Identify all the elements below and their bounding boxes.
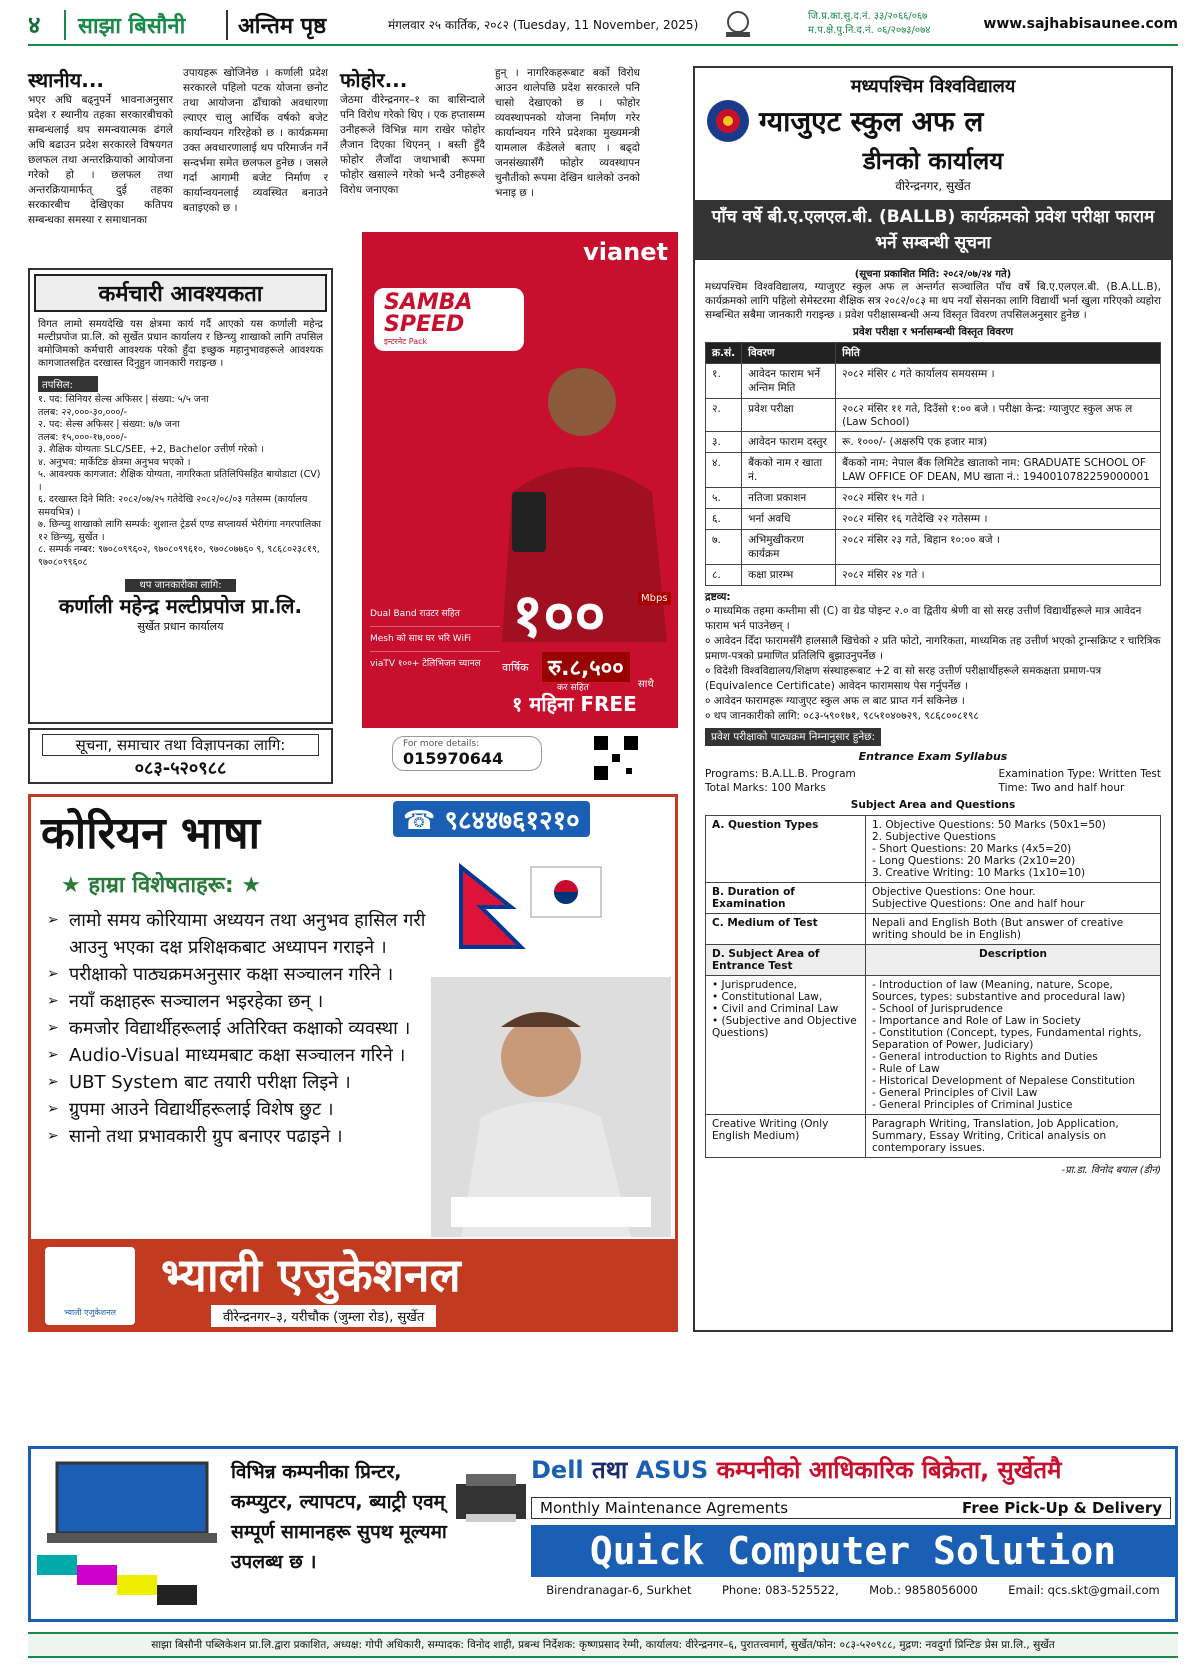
school-name: भ्याली एजुकेशनल xyxy=(161,1248,461,1302)
question-type: 2. Subjective Questions xyxy=(872,831,996,843)
table-row xyxy=(706,565,1161,586)
paper-name: साझा बिसौनी xyxy=(78,14,186,39)
features-list xyxy=(49,907,429,1150)
note-item: ० विदेशी विश्वविद्यालय/शिक्षण संस्थाहरूबाट +2 वा सो सरह उत्तीर्ण परीक्षार्थीहरूले समकक्षता प्रमाण-पत्र (Equivalence Certificate) आवेदन फारामसाथ पेस गर्नुपर्नेछ । xyxy=(705,665,1102,692)
publish-date: (सूचना प्रकाशित मिति: २०८२/०७/२४ गते) xyxy=(854,269,1012,280)
school-banner xyxy=(31,1239,678,1332)
feature-list: Dual Band राउटर सहित Mesh को साथ घर भरि WiFi viaTV १००+ टेलिभिजन च्यानल xyxy=(370,602,500,676)
note-item: ० आवेदन दिँदा फारामसँगै हालसालै खिचेको २ प्रति फोटो, नागरिकता, माध्यमिक तह उत्तीर्ण भएको ट्रान्सक्रिप्ट र चारित्रिक प्रमाण-पत्रको प्रमाणित प्रतिलिपि बुझाउनुपर्नेछ । xyxy=(705,635,1161,662)
shop-name: Quick Computer Solution xyxy=(531,1525,1175,1577)
garbage-news xyxy=(340,66,640,223)
vacancy-details xyxy=(30,394,331,569)
student-photo xyxy=(431,977,671,1237)
vat-label: कर सहित xyxy=(557,683,589,693)
dealer-line: Dell तथा ASUS कम्पनीको आधिकारिक बिक्रेता, सुर्खेतमै xyxy=(531,1456,1062,1484)
table-row xyxy=(706,432,1161,453)
vianet-phone[interactable]: 015970644 xyxy=(403,749,504,768)
topic-item: - Constitution (Concept, types, Fundamental rights, Separation of Power, Judiciary) xyxy=(872,1027,1142,1051)
imprint-footer: साझा बिसौनी पब्लिकेशन प्रा.लि.द्वारा प्रकाशित, अध्यक्ष: गोपी अधिकारी, सम्पादक: विनोद शाही, प्रबन्ध निर्देशक: कृष्णप्रसाद रेग्मी, कार्यालय: वीरेन्द्रनगर–६, पुरातत्त्वमार्ग, सुर्खेत/फोन: ०८३-५२०९८८, मुद्रण: नवदुर्गा प्रिन्टिङ प्रेस प्रा.लि., सुर्खेत xyxy=(28,1632,1178,1658)
table-row xyxy=(706,509,1161,530)
company-name: कर्णाली महेन्द्र मल्टीप्रपोज प्रा.लि. xyxy=(58,594,303,618)
table-cell: २०८२ मंसिर ११ गते, दिउँसो १:०० बजे । परीक्षा केन्द्र: ग्याजुएट स्कुल अफ ल (Law School) xyxy=(836,399,1161,432)
table-cell: कक्षा प्रारम्भ xyxy=(742,565,836,586)
free-offer: १ महिना FREE xyxy=(512,692,637,716)
email-link[interactable]: Email: qcs.skt@gmail.com xyxy=(1008,1583,1160,1597)
qr-code-icon xyxy=(592,734,640,782)
news-title: फोहोर... xyxy=(340,68,408,92)
university-logo-icon xyxy=(705,98,751,144)
topic-item: - General introduction to Rights and Duties xyxy=(872,1051,1098,1063)
table-row xyxy=(706,453,1161,488)
feature-item: ➢ लामो समय कोरियामा अध्ययन तथा अनुभव हासिल गरी आउनु भएका दक्ष प्रशिक्षकबाट अध्यापन गराइने । xyxy=(69,907,429,961)
table-row xyxy=(706,488,1161,509)
table-cell: आवेदन फाराम दस्तुर xyxy=(742,432,836,453)
table-cell: १. xyxy=(706,364,742,399)
table-row xyxy=(706,364,1161,399)
topic-item: - Historical Development of Nepalese Constitution xyxy=(872,1075,1135,1087)
vacancy-row: ७. छिन्च्यु शाखाको लागि सम्पर्क: शुशान्त ट्रेडर्स एण्ड सप्लायर्स भेरीगंगा नगरपालिका १२ छिन्च्यु, सुर्खेत । xyxy=(38,519,321,543)
news-body: भएर अघि बढ्नुपर्ने भावनाअनुसार प्रदेश र स्थानीय तहका सरकारबीचको सम्बन्धलाई थप समन्वयात्मक ढंगले अघि बढाउन प्रदेश सरकारले विषयगत छलफल तथा अन्तरक्रियाको आयोजना गरेको हो । छलफल तथा अन्तरक्रियामार्फत् दुई तहका सरकारबीच देखिएका कतिपय सम्बन्धका समस्या र समाधानका xyxy=(28,94,173,226)
school-title: ग्याजुएट स्कुल अफ ल xyxy=(759,105,984,138)
masthead xyxy=(28,8,1178,46)
company-office: सुर्खेत प्रधान कार्यालय xyxy=(137,620,224,633)
notes-title: द्रष्टव्य: xyxy=(705,591,731,603)
feature-item: ➢ ग्रुपमा आउने विद्यार्थीहरूलाई विशेष छुट । xyxy=(69,1096,429,1123)
vacancy-row: ६. दरखास्त दिने मिति: २०८२/०७/२५ गतेदेखि २०८२/०८/०३ गतेसम्म (कार्यालय समयभित्र) । xyxy=(38,494,308,518)
emblem-icon xyxy=(718,8,758,40)
contact-label: सूचना, समाचार तथा विज्ञापनका लागि: xyxy=(42,734,319,756)
vianet-logo: vianet xyxy=(583,238,668,266)
local-news xyxy=(28,66,328,253)
question-type: - Short Questions: 20 Marks (4x5=20) xyxy=(872,843,1072,855)
table-cell: अभिमुखीकरण कार्यक्रम xyxy=(742,530,836,565)
table-cell: नतिजा प्रकाशन xyxy=(742,488,836,509)
price: रु.८,५०० xyxy=(542,652,630,682)
saathe-label: साथै xyxy=(638,679,654,690)
table-cell: ५. xyxy=(706,488,742,509)
schedule-table xyxy=(705,342,1161,586)
topic-item: - Importance and Role of Law in Society xyxy=(872,1015,1081,1027)
korean-ad xyxy=(28,794,678,1332)
notice-intro: मध्यपश्चिम विश्वविद्यालय, ग्याजुएट स्कुल अफ ल अन्तर्गत सञ्चालित पाँच वर्षे बि.ए.एलएल.बी. (B.A.LL.B), कार्यक्रमको लागि पहिलो सेमेस्टरमा शैक्षिक सत्र २०८२/०८३ मा थप नयाँ सेसनका लागि विद्यार्थी भर्ना खुला गरिएको व्यहोरा सम्बन्धित सबैमा जानकारी गराइन्छ । प्रवेश परीक्षासम्बन्धी अन्य विस्तृत विवरण तपसिलअनुसार हुनेछ । xyxy=(705,281,1161,321)
syllabus-table: A. Question Types 1. Objective Questions: 50 Marks (50x1=50) 2. Subjective Questions - Short Questions: 20 Marks (4x5=20) - Long Questions: 20 Marks (2x10=20) 3. Creative Writing: 10 Marks (1x10=10) B. Duration of Examination Objective Questions: One hour. Subjective Questions: One and half hour C. Medium of Test Nepali and English Both (But answer of creative writing should be in English) D. Subject Area of Entrance Test Description • Jurisprudence, • Constitutional Law, • Civil and Criminal Law • (Subjective and Objective Questions) - Introduction of law (Meaning, nature, Scope, Sources, types: substantive and procedural law) - School of Jurisprudence - Importance and Role of Law in Society - Constitution (Concept, types, Fundamental rights, Separation of Power, Judiciary) - General introduction to Rights and Duties - Rule of Law - Historical Development of Nepalese Constitution - General Principles of Civil Law - General Principles of Criminal Justice Creative Writing (Only English Medium) Paragraph Writing, Translation, Job Application, Summary, Essay Writing, Critical analysis on contemporary issues. xyxy=(705,815,1161,1158)
university-name: मध्यपश्चिम विश्वविद्यालय xyxy=(850,76,1016,97)
website-link[interactable]: www.sajhabisaunee.com xyxy=(983,16,1178,32)
feature-item: ➢ Audio-Visual माध्यमबाट कक्षा सञ्चालन गरिने । xyxy=(69,1042,429,1069)
subject-title: Subject Area and Questions xyxy=(850,799,1016,811)
table-cell: २०८२ मंसिर २४ गते । xyxy=(836,565,1161,586)
vacancy-row: २. पद: सेल्स अफिसर | संख्या: ७/७ जना xyxy=(38,419,180,430)
subject-area: • (Subjective and Objective Questions) xyxy=(712,1015,857,1039)
news-body: हुन् । नागरिकहरूबाट बर्को विरोध आउन थालेपछि प्रदेश सरकारले पनि चासो देखाएको छ । फोहोर व्यवस्थापनको योजना निर्माण गरेर कार्यान्वयन गरिने प्रदेशका मुख्यमन्त्री यामलाल कँडेलले बताए । बढ्दो जनसंख्यासँगै फोहोर व्यवस्थापन चुनौतीको रूपमा देखिन थालेको उनको भनाइ छ । xyxy=(495,67,640,199)
registration: जि.प्र.का.सु.द.नं. ३३/२०६६/०६७ म.प.क्षे.पु.नि.द.नं. ०६/२०७३/०७४ xyxy=(808,11,931,36)
table-cell: बैंकको नाम र खाता नं. xyxy=(742,453,836,488)
vacancy-ad xyxy=(28,268,333,724)
vacancy-row: ३. शैक्षिक योग्यताः SLC/SEE, +2, Bachelor उत्तीर्ण गरेको । xyxy=(38,444,264,455)
news-body: उपायहरू खोजिनेछ । कर्णाली प्रदेश सरकारले पहिलो पटक योजना छनोट तथा आयोजना ढाँचाको अवधारणा ल्याएर चालु आर्थिक वर्षको बजेट कार्यान्वयन गरिरहेको छ । कार्यक्रममा उक्त अवधारणालाई थप परिमार्जन गर्ने सन्दर्भमा समेत छलफल हुनेछ । जसले गर्दा आगामी बजेट निर्माण र कार्यान्वयनलाई व्यवस्थित बनाउने बताइएको छ । xyxy=(183,67,328,214)
contact-box xyxy=(28,728,333,784)
table-row xyxy=(706,399,1161,432)
subject-area: • Civil and Criminal Law xyxy=(712,1003,839,1015)
table-header: विवरण xyxy=(742,343,836,364)
question-type: 1. Objective Questions: 50 Marks (50x1=50) xyxy=(872,819,1106,831)
table-cell: ७. xyxy=(706,530,742,565)
note-item: ० माध्यमिक तहमा कम्तीमा सी (C) वा ग्रेड पोइन्ट २.० वा द्वितीय श्रेणी वा सो सरह उत्तीर्ण विद्यार्थीहरूले मात्र आवेदन फाराम भर्न पाउनेछन् । xyxy=(705,605,1142,632)
page-number: ४ xyxy=(28,11,41,39)
subject-area: • Constitutional Law, xyxy=(712,991,823,1003)
question-type: 3. Creative Writing: 10 Marks (1x10=10) xyxy=(872,867,1086,879)
vacancy-row: तलब: १५,०००-१७,०००/- xyxy=(38,431,127,443)
subject-area: • Jurisprudence, xyxy=(712,979,797,991)
table-cell: २०८२ मंसिर २३ गते, बिहान १०:०० बजे । xyxy=(836,530,1161,565)
table-row xyxy=(706,530,1161,565)
dell-logo: Dell xyxy=(531,1456,584,1484)
feature-item: ➢ परीक्षाको पाठ्यक्रमअनुसार कक्षा सञ्चालन गरिने । xyxy=(69,961,429,988)
office-place: वीरेन्द्रनगर, सुर्खेत xyxy=(895,179,971,193)
vacancy-row: ५. आवश्यक कागजात: शैक्षिक योग्यता, नागरिकता प्रतिलिपिसहित बायोडाटा (CV) । xyxy=(38,469,321,493)
topic-item: - General Principles of Civil Law xyxy=(872,1087,1038,1099)
table-cell: २०८२ मंसिर १६ गतेदेखि २२ गतेसम्म । xyxy=(836,509,1161,530)
more-info-label: थप जानकारीका लागि: xyxy=(125,579,235,592)
table-cell: २. xyxy=(706,399,742,432)
table-cell: २०८२ मंसिर १५ गते । xyxy=(836,488,1161,509)
tapsil-label: तपसिल: xyxy=(38,376,98,392)
features-title: ★ हाम्रा विशेषताहरू: ★ xyxy=(61,873,262,898)
feature-item: ➢ UBT System बाट तयारी परीक्षा लिइने । xyxy=(69,1069,429,1096)
samba-badge: SAMBA SPEED इन्टरनेट Pack xyxy=(374,288,524,351)
speed-unit: Mbps xyxy=(638,592,671,605)
topic-item: - School of Jurisprudence xyxy=(872,1003,1003,1015)
topic-item: - Rule of Law xyxy=(872,1063,940,1075)
divider xyxy=(64,10,66,40)
duration-item: Subjective Questions: One and half hour xyxy=(872,898,1085,910)
vianet-contact: For more details: 015970644 xyxy=(392,736,542,771)
signature: -प्रा.डा. विनोद बयाल (डीन) xyxy=(1061,1165,1161,1176)
note-item: ० आवेदन फारामहरू ग्याजुएट स्कुल अफ ल बाट प्राप्त गर्न सकिनेछ । xyxy=(705,695,965,707)
law-notice xyxy=(693,66,1173,1332)
feature-item: ➢ नयाँ कक्षाहरू सञ्चालन भइरहेका छन् । xyxy=(69,988,429,1015)
vacancy-title: कर्मचारी आवश्यकता xyxy=(34,274,327,312)
korean-phone[interactable]: ☎ ९८४४७६१२१० xyxy=(393,801,590,837)
contact-phone[interactable]: ०८३-५२०९८८ xyxy=(134,758,227,779)
laptop-image xyxy=(37,1455,227,1617)
computer-ad xyxy=(28,1446,1178,1622)
syllabus-head: प्रवेश परीक्षाको पाठ्यक्रम निम्नानुसार हुनेछ: xyxy=(705,728,881,746)
table-cell: भर्ना अवधि xyxy=(742,509,836,530)
flags-image xyxy=(451,857,611,967)
phone-icon: ☎ xyxy=(403,806,445,836)
table-cell: ३. xyxy=(706,432,742,453)
table-cell: रू. १०००/- (अक्षरुपि एक हजार मात्र) xyxy=(836,432,1161,453)
products-text: विभिन्न कम्पनीका प्रिन्टर, कम्प्युटर, ल्यापटप, ब्याट्री एवम् सम्पूर्ण सामानहरू सुपथ मूल्यमा उपलब्ध छ । xyxy=(231,1461,447,1573)
vacancy-row: ४. अनुभव: मार्केटिङ क्षेत्रमा अनुभव भएको । xyxy=(38,456,191,468)
office-title: डीनको कार्यालय xyxy=(862,147,1004,175)
section-title: अन्तिम पृष्ठ xyxy=(238,14,327,39)
note-item: ० थप जानकारीको लागि: ०८३-५९०१७१, ९८५१०४०७२९, ९८६८००८१९८ xyxy=(705,710,979,722)
table-cell: ६. xyxy=(706,509,742,530)
divider xyxy=(226,10,228,40)
notes-list xyxy=(705,604,1161,724)
vacancy-intro: विगत लामो समयदेखि यस क्षेत्रमा कार्य गर्दै आएको यस कर्णाली महेन्द्र मल्टीप्रपोज प्रा.लि. को सुर्खेत प्रधान कार्यालय र छिन्च्यु शाखाको लागि तपसिल बमोजिमको कर्मचारी आवश्यक परेको हुँदा इच्छुक महानुभावहरूले आवश्यक कागजातसहित दरखास्त दिनुहुन जानकारी गराइन्छ । xyxy=(38,319,323,369)
service-line: Monthly Maintenance Agrements Free Pick-Up & Delivery xyxy=(531,1497,1171,1519)
topic-item: - General Principles of Criminal Justice xyxy=(872,1099,1073,1111)
vianet-footer xyxy=(362,728,678,788)
issue-date: मंगलवार २५ कार्तिक, २०८२ (Tuesday, 11 November, 2025) xyxy=(388,18,699,32)
school-logo: भ्याली एजुकेशनल xyxy=(45,1247,135,1325)
korean-title: कोरियन भाषा xyxy=(41,808,260,859)
topic-item: - Introduction of law (Meaning, nature, Scope, Sources, types: substantive and procedural law) xyxy=(872,979,1126,1003)
vianet-ad xyxy=(362,232,678,788)
table-header: क्र.सं. xyxy=(706,343,742,364)
table-cell: आवेदन फाराम भर्ने अन्तिम मिति xyxy=(742,364,836,399)
shop-contacts: Birendranagar-6, Surkhet Phone: 083-525522, Mob.: 9858056000 Email: qcs.skt@gmail.com xyxy=(546,1583,1160,1597)
asus-logo: ASUS xyxy=(635,1456,709,1484)
table-cell: ८. xyxy=(706,565,742,586)
printer-icon xyxy=(451,1469,531,1529)
table-header: मिति xyxy=(836,343,1161,364)
feature-item: ➢ कमजोर विद्यार्थीहरूलाई अतिरिक्त कक्षाको व्यवस्था । xyxy=(69,1015,429,1042)
duration-item: Objective Questions: One hour. xyxy=(872,886,1036,898)
table-cell: प्रवेश परीक्षा xyxy=(742,399,836,432)
news-title: स्थानीय... xyxy=(28,68,105,92)
table-cell: बैंकको नाम: नेपाल बैंक लिमिटेड खाताको नाम: GRADUATE SCHOOL OF LAW OFFICE OF DEAN, MU खाता नं.: 1940010782259000001 xyxy=(836,453,1161,488)
news-body: जेठमा वीरेन्द्रनगर–१ का बासिन्दाले पनि विरोध गरेको थिए । एक हप्तासम्म उनीहरूले विभिन्न माग राखेर फोहोर लैजान दिएका थिएनन् । बस्ती हुँदै फोहोर लैजाँदा जथाभाबी रूपमा फोहोर खसाल्ने गरेको भन्दै उनीहरूले विरोध जनाएका xyxy=(340,94,485,196)
feature-item: ➢ सानो तथा प्रभावकारी ग्रुप बनाएर पढाइने । xyxy=(69,1123,429,1150)
school-address: वीरेन्द्रनगर–३, यरीचौक (जुम्ला रोड), सुर्खेत xyxy=(211,1305,436,1327)
table-cell: ४. xyxy=(706,453,742,488)
vacancy-row: तलब: २२,०००-३०,०००/- xyxy=(38,406,127,418)
speed-value: १०० xyxy=(512,581,606,651)
vacancy-row: ८. सम्पर्क नम्बर: ९७०८०९९६०२, ९७०८०९९६१०, ९७०८०७७६० ९, ९८६८०२३८१९, ९७०८०९९६०८ xyxy=(38,544,320,568)
vacancy-row: १. पद: सिनियर सेल्स अफिसर | संख्या: ५/५ जना xyxy=(38,394,209,405)
schedule-title: प्रवेश परीक्षा र भर्नासम्बन्धी विस्तृत विवरण xyxy=(852,326,1014,338)
yearly-label: वार्षिक xyxy=(502,661,529,674)
syllabus-title: Entrance Exam Syllabus xyxy=(858,750,1008,763)
table-cell: २०८२ मंसिर ८ गते कार्यालय समयसम्म । xyxy=(836,364,1161,399)
syllabus-meta: Programs: B.A.LL.B. Program Total Marks: 100 Marks Examination Type: Written Test Time: Two and half hour xyxy=(705,768,1161,794)
question-type: - Long Questions: 20 Marks (2x10=20) xyxy=(872,855,1076,867)
notice-title: पाँच वर्षे बी.ए.एलएल.बी. (BALLB) कार्यक्रमको प्रवेश परीक्षा फाराम भर्ने सम्बन्धी सूचना xyxy=(695,200,1171,260)
